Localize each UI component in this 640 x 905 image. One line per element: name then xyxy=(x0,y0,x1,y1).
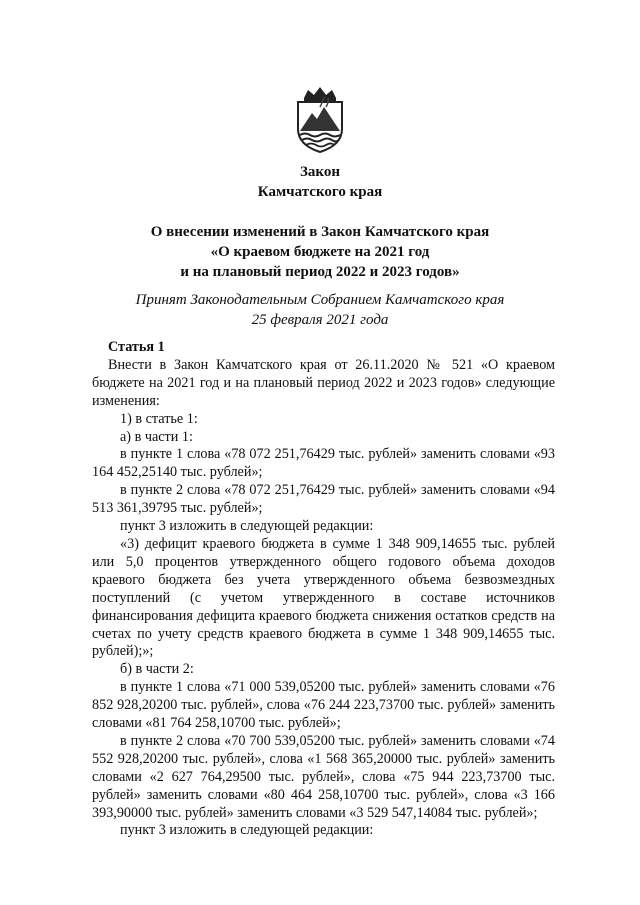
article-heading: Статья 1 xyxy=(108,339,165,355)
article-paragraph: пункт 3 изложить в следующей редакции: xyxy=(120,822,374,839)
article-paragraph: 1) в статье 1: xyxy=(120,410,198,427)
article-paragraph: в пункте 1 слова «71 000 539,05200 тыс. рублей» заменить словами «76 852 928,20200 тыс. рублей», слова «76 244 223,73700 тыс. рублей» заменить словами «81 764 258,10700 тыс. рублей»; xyxy=(92,679,555,732)
subject-line: О внесении изменений в Закон Камчатского края xyxy=(150,224,490,240)
subject-line: «О краевом бюджете на 2021 год xyxy=(210,244,430,260)
adoption-note xyxy=(0,290,640,330)
article-paragraph: в пункте 2 слова «70 700 539,05200 тыс. рублей» заменить словами «74 552 928,20200 тыс. рублей», слова «1 568 365,20000 тыс. рублей» заменить словами «2 627 764,29500 тыс. рублей», слова «75 944 223,73700 тыс. рублей» заменить словами «80 464 258,10700 тыс. рублей», слова «3 166 393,90000 тыс. рублей» заменить словами «3 529 547,14084 тыс. рублей»; xyxy=(92,732,555,821)
adoption-date: 25 февраля 2021 года xyxy=(251,312,389,328)
law-subject xyxy=(0,222,640,282)
adoption-line: Принят Законодательным Собранием Камчатского края xyxy=(135,292,505,308)
subject-line: и на плановый период 2022 и 2023 годов» xyxy=(180,264,460,280)
article-paragraph: б) в части 2: xyxy=(120,661,194,678)
article-paragraph: в пункте 2 слова «78 072 251,76429 тыс. рублей» заменить словами «94 513 361,39795 тыс. рублей»; xyxy=(92,482,555,517)
article-paragraph: «3) дефицит краевого бюджета в сумме 1 348 909,14655 тыс. рублей или 5,0 процентов утвержденного общего годового объема доходов краевого бюджета без учета утвержденного объема безвозмездных поступлений (с учетом утвержденного в составе источников финансирования дефицита краевого бюджета снижения остатков средств на счетах по учету средств краевого бюджета в сумме 1 348 909,14655 тыс. рублей);»; xyxy=(92,535,555,660)
article-paragraph: Внести в Закон Камчатского края от 26.11.2020 № 521 «О краевом бюджете на 2021 год и на плановый период 2022 и 2023 годов» следующие изменения: xyxy=(92,356,555,409)
article-paragraph: в пункте 1 слова «78 072 251,76429 тыс. рублей» заменить словами «93 164 452,25140 тыс. рублей»; xyxy=(92,446,555,481)
law-title xyxy=(0,162,640,202)
article-body xyxy=(92,339,555,840)
law-type-line: Закон xyxy=(299,164,340,180)
article-paragraph: а) в части 1: xyxy=(120,428,193,445)
law-region-line: Камчатского края xyxy=(257,184,383,200)
kamchatka-coat-of-arms-icon xyxy=(290,85,350,155)
article-paragraph: пункт 3 изложить в следующей редакции: xyxy=(120,518,374,535)
